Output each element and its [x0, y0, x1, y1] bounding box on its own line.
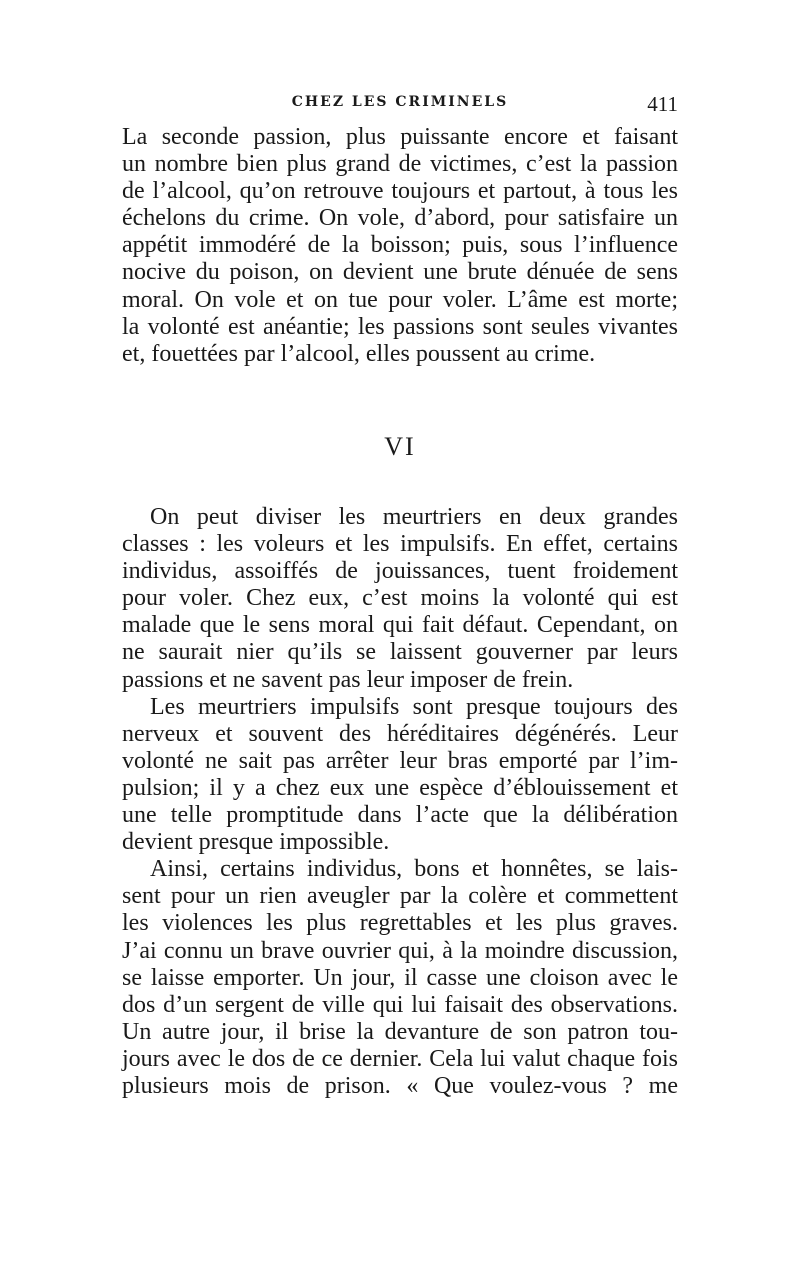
- text-line: Ainsi, certains individus, bons et honnêtes, se lais-: [150, 856, 678, 883]
- section-heading: VI: [384, 432, 416, 461]
- text-line: volonté ne sait pas arrêter leur bras emporté par l’im-: [122, 747, 678, 774]
- page-number: 411: [647, 92, 678, 116]
- text-line: passions et ne savent pas leur imposer de frein.: [122, 666, 574, 693]
- text-line: les violences les plus regrettables et les plus graves.: [122, 910, 678, 937]
- text-line: moral. On vole et on tue pour voler. L’âme est morte;: [122, 286, 678, 313]
- text-line: sent pour un rien aveugler par la colère et commettent: [122, 883, 678, 910]
- text-line: échelons du crime. On vole, d’abord, pour satisfaire un: [122, 205, 678, 232]
- text-line: pulsion; il y a chez eux une espèce d’éblouissement et: [122, 774, 678, 801]
- text-line: nocive du poison, on devient une brute dénuée de sens: [122, 259, 678, 286]
- text-line: un nombre bien plus grand de victimes, c’est la passion: [122, 151, 678, 178]
- text-line: classes : les voleurs et les impulsifs. En effet, certains: [122, 531, 678, 558]
- text-line: nerveux et souvent des héréditaires dégénérés. Leur: [122, 720, 678, 747]
- text-line: la volonté est anéantie; les passions sont seules vivantes: [122, 313, 678, 340]
- text-line: plusieurs mois de prison. « Que voulez-vous ? me: [122, 1072, 678, 1099]
- section-body: [122, 504, 678, 1100]
- text-line: pour voler. Chez eux, c’est moins la volonté qui est: [122, 585, 678, 612]
- text-line: individus, assoiffés de jouissances, tuent froidement: [122, 558, 678, 585]
- text-line: appétit immodéré de la boisson; puis, sous l’influence: [122, 232, 678, 259]
- text-line: On peut diviser les meurtriers en deux grandes: [150, 504, 678, 530]
- text-line: Les meurtriers impulsifs sont presque toujours des: [150, 693, 678, 720]
- text-line: J’ai connu un brave ouvrier qui, à la moindre discussion,: [122, 937, 678, 964]
- text-line: Un autre jour, il brise la devanture de son patron tou-: [122, 1018, 678, 1045]
- text-line: de l’alcool, qu’on retrouve toujours et partout, à tous les: [122, 178, 678, 205]
- text-line: ne saurait nier qu’ils se laissent gouverner par leurs: [122, 639, 678, 666]
- text-line: devient presque impossible.: [122, 829, 390, 856]
- running-title: CHEZ LES CRIMINELS: [291, 94, 509, 110]
- running-head: [122, 92, 678, 116]
- text-line: malade que le sens moral qui fait défaut. Cependant, on: [122, 612, 678, 639]
- text-line: une telle promptitude dans l’acte que la délibération: [122, 802, 678, 829]
- text-line: et, fouettées par l’alcool, elles poussent au crime.: [122, 340, 596, 367]
- text-line: La seconde passion, plus puissante encore et faisant: [122, 124, 678, 150]
- text-line: se laisse emporter. Un jour, il casse une cloison avec le: [122, 964, 678, 991]
- text-line: dos d’un sergent de ville qui lui faisait des observations.: [122, 991, 678, 1018]
- paragraph-alcohol: [122, 124, 678, 368]
- text-line: jours avec le dos de ce dernier. Cela lui valut chaque fois: [122, 1045, 678, 1072]
